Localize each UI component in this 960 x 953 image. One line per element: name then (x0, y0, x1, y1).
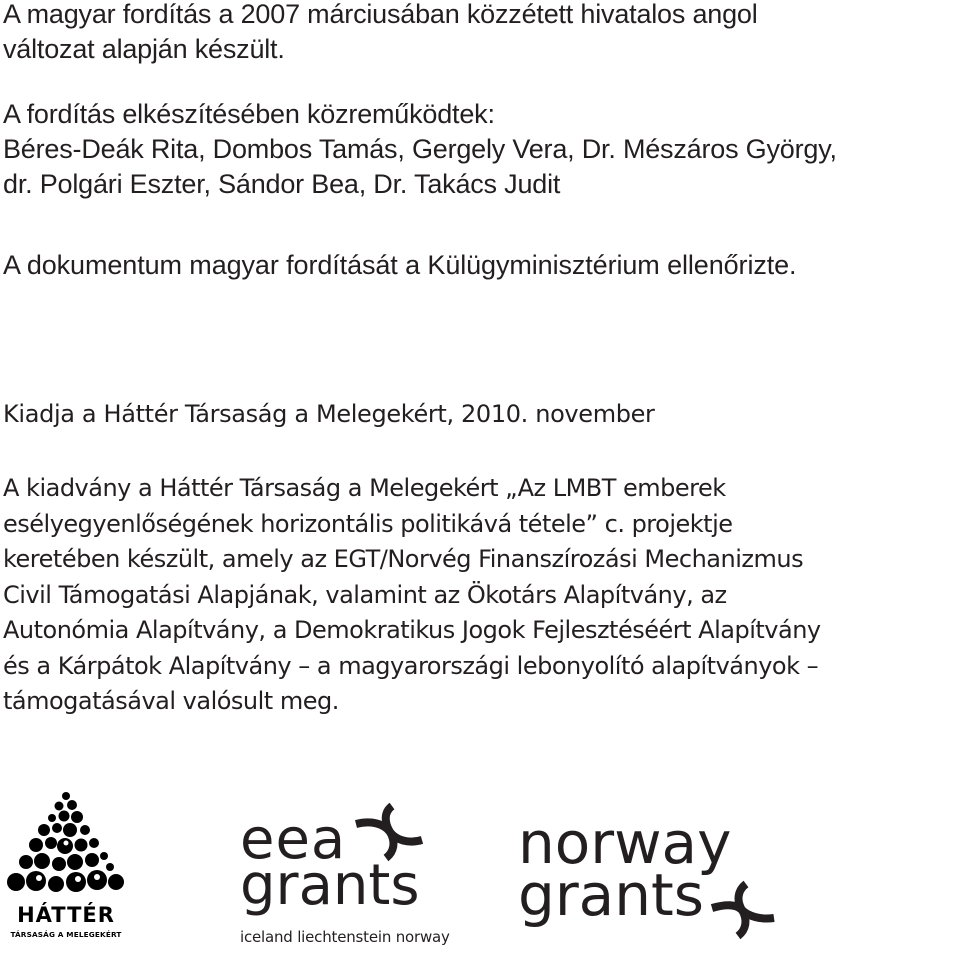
publisher-line (3, 396, 655, 432)
funding-note (3, 471, 821, 720)
bubble-triangle-icon (4, 790, 128, 902)
text-line: változat alapján készült. (3, 34, 285, 64)
eea-grants-logo (238, 796, 450, 951)
text-line: támogatásával valósult meg. (3, 687, 339, 715)
eea-grants-line2: grants (240, 853, 420, 918)
eea-grants-line1: eea (240, 807, 347, 872)
text-line: Civil Támogatási Alapjának, valamint az Ökotárs Alapítvány, az (3, 580, 727, 609)
hatter-logo (4, 790, 128, 945)
text-line: esélyegyenlőségének horizontális politikává tétele” c. projektje (3, 509, 733, 538)
text-line: Kiadja a Háttér Társaság a Melegekért, 2010. november (3, 400, 655, 428)
text-line: A magyar fordítás a 2007 márciusában közzétett hivatalos angol (3, 0, 758, 29)
text-line: és a Kárpátok Alapítvány – a magyarországi lebonyolító alapítványok – (3, 651, 819, 680)
hatter-subtitle: TÁRSASÁG A MELEGEKÉRT (10, 930, 122, 939)
text-line: Autonómia Alapítvány, a Demokratikus Jogok Fejlesztéséért Alapítvány (3, 616, 821, 644)
norway-grants-line2: grants (518, 861, 704, 929)
text-line: A fordítás elkészítésében közreműködtek: (3, 99, 495, 129)
swirl-icon (350, 802, 426, 862)
swirl-icon (708, 878, 778, 940)
norway-grants-line1: norway (518, 809, 732, 877)
hatter-name: HÁTTÉR (17, 903, 115, 927)
norway-grants-logo (518, 809, 780, 950)
text-line: A kiadvány a Háttér Társaság a Melegekért „Az LMBT emberek (3, 474, 726, 502)
text-line: keretében készült, amely az EGT/Norvég Finanszírozási Mechanizmus (3, 545, 804, 573)
text-line: dr. Polgári Eszter, Sándor Bea, Dr. Takács Judit (3, 169, 561, 199)
text-line: A dokumentum magyar fordítását a Külügyminisztérium ellenőrizte. (3, 250, 797, 280)
text-line: Béres-Deák Rita, Dombos Tamás, Gergely Vera, Dr. Mészáros György, (3, 134, 837, 164)
eea-grants-countries: iceland liechtenstein norway (240, 928, 450, 946)
translation-source-note (3, 0, 758, 67)
review-note (3, 248, 796, 283)
translators-credit (3, 97, 837, 202)
